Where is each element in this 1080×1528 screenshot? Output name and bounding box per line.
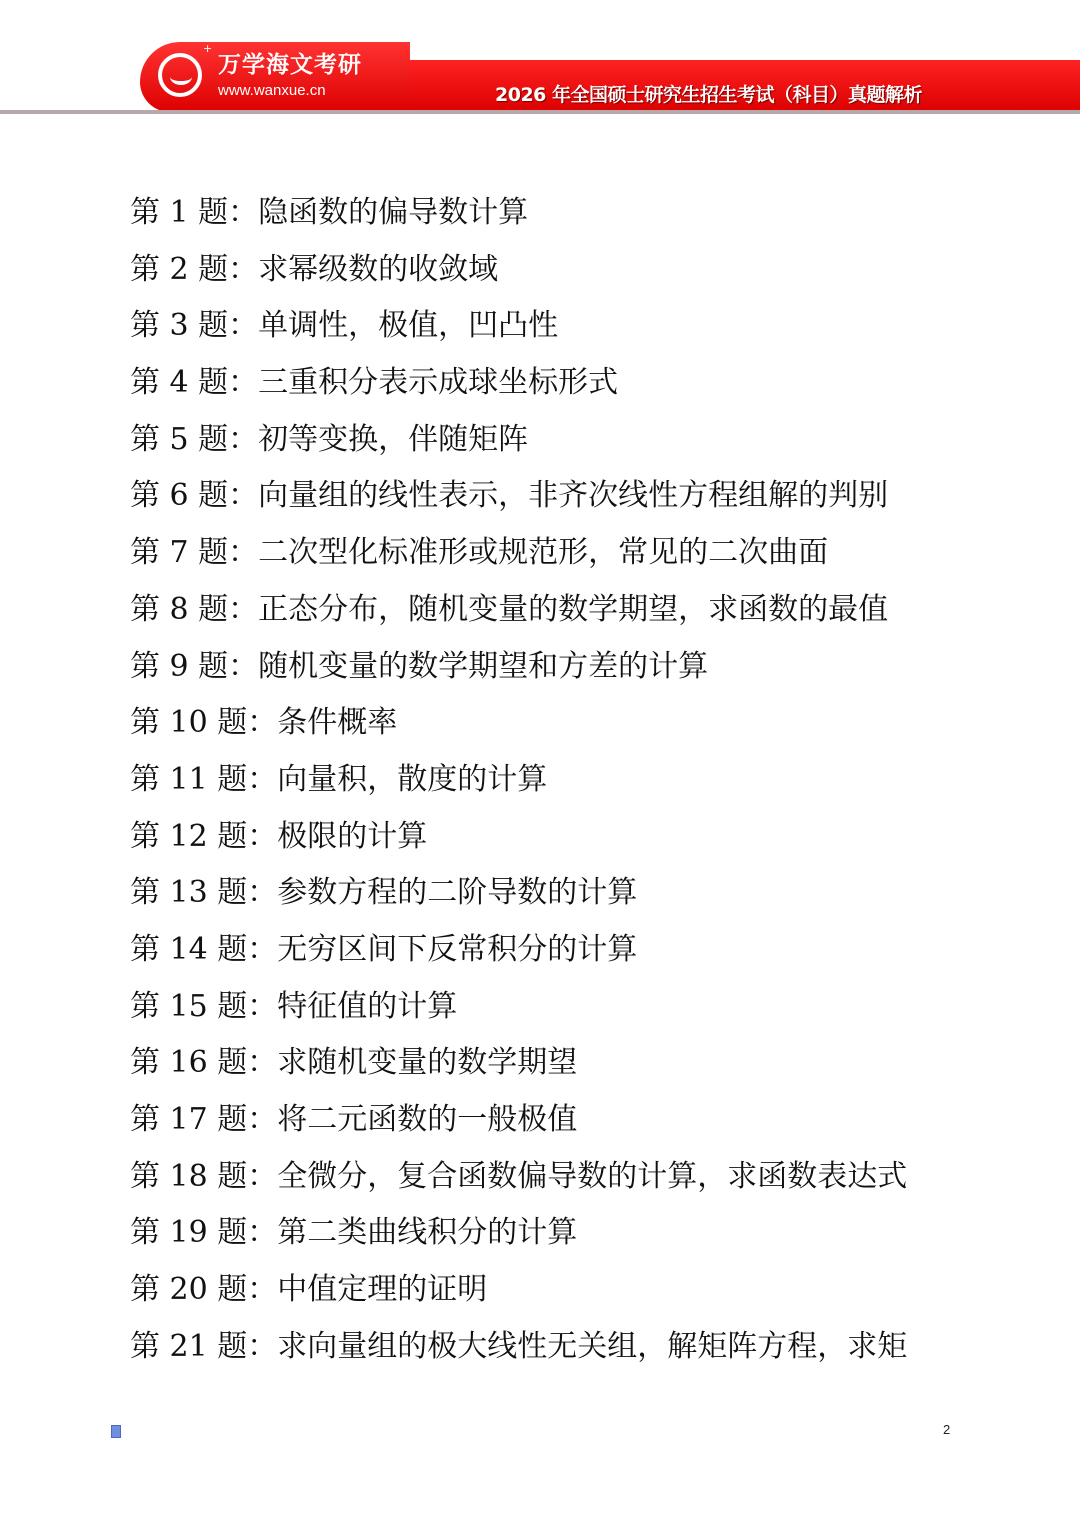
brand-logo-icon — [158, 53, 202, 97]
footer-marker-icon — [111, 1425, 121, 1438]
list-item: 第 11 题：向量积，散度的计算 — [130, 761, 548, 797]
star-icon: + — [203, 42, 213, 55]
list-item: 第 20 题：中值定理的证明 — [130, 1272, 488, 1308]
list-item: 第 5 题：初等变换，伴随矩阵 — [130, 421, 529, 457]
list-item: 第 15 题：特征值的计算 — [130, 988, 458, 1024]
list-item: 第 1 题：隐函数的偏导数计算 — [130, 195, 529, 230]
list-item: 第 18 题：全微分，复合函数偏导数的计算，求函数表达式 — [130, 1158, 908, 1194]
list-item: 第 19 题：第二类曲线积分的计算 — [130, 1215, 578, 1251]
list-item: 第 2 题：求幂级数的收敛域 — [130, 251, 499, 287]
header-divider — [0, 110, 1080, 114]
list-item: 第 21 题：求向量组的极大线性无关组，解矩阵方程，求矩 — [130, 1328, 908, 1364]
list-item: 第 6 题：向量组的线性表示，非齐次线性方程组解的判别 — [130, 478, 889, 514]
brand-url: www.wanxue.cn — [218, 82, 326, 99]
list-item: 第 4 题：三重积分表示成球坐标形式 — [130, 365, 619, 401]
list-item: 第 8 题：正态分布，随机变量的数学期望，求函数的最值 — [130, 591, 889, 627]
list-item: 第 13 题：参数方程的二阶导数的计算 — [130, 875, 638, 911]
list-item: 第 16 题：求随机变量的数学期望 — [130, 1045, 578, 1081]
list-item: 第 17 题：将二元函数的一般极值 — [130, 1102, 578, 1137]
list-item: 第 9 题：随机变量的数学期望和方差的计算 — [130, 648, 709, 684]
header-title: 2026 年全国硕士研究生招生考试（科目）真题解析 — [495, 84, 922, 106]
question-topic-list — [130, 192, 907, 1382]
list-item: 第 10 题：条件概率 — [130, 705, 398, 741]
list-item: 第 12 题：极限的计算 — [130, 818, 428, 854]
list-item: 第 3 题：单调性，极值，凹凸性 — [130, 308, 559, 344]
list-item: 第 14 题：无穷区间下反常积分的计算 — [130, 931, 638, 967]
list-item: 第 7 题：二次型化标准形或规范形，常见的二次曲面 — [130, 535, 829, 571]
brand-name: 万学海文考研 — [218, 52, 362, 78]
page-number: 2 — [943, 1422, 951, 1437]
